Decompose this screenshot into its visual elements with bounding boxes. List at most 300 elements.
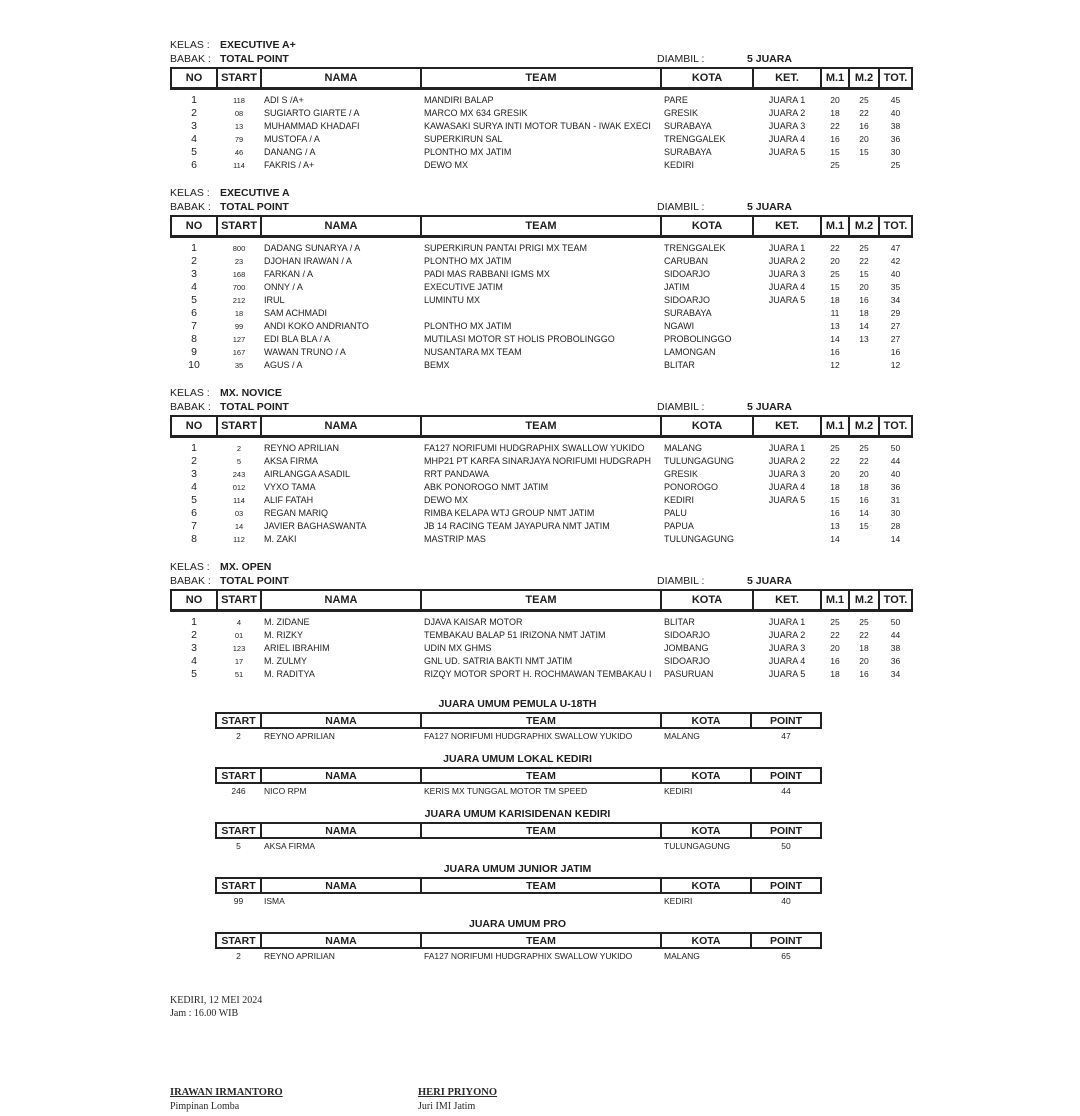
cell-kota: SIDOARJO: [664, 295, 711, 305]
cell-ket: JUARA 1: [768, 95, 806, 105]
table-row: [171, 668, 912, 681]
cell-tot: 36: [890, 482, 901, 492]
cell-nama: ISMA: [264, 896, 285, 906]
table-body: [216, 783, 821, 797]
table-row: [171, 655, 912, 668]
cell-no: 5: [191, 294, 197, 306]
cell-team: MUTILASI MOTOR ST HOLIS PROBOLINGGO: [424, 334, 615, 344]
cell-m1: 18: [830, 295, 840, 305]
cell-kota: PONOROGO: [664, 482, 719, 492]
column-header: NO: [171, 68, 217, 89]
cell-start: 08: [234, 109, 244, 118]
table-row: [171, 481, 912, 494]
column-header: NAMA: [261, 216, 421, 237]
column-header: KOTA: [661, 878, 751, 893]
cell-m2: 22: [859, 456, 869, 466]
cell-start: 167: [232, 348, 246, 357]
table-row: [216, 948, 821, 962]
cell-ket: [753, 307, 821, 320]
cell-team: SUPERKIRUN SAL: [424, 134, 503, 144]
results-table-mx-novice: [170, 415, 913, 546]
cell-m2: [849, 159, 879, 172]
cell-start: 800: [232, 244, 246, 253]
cell-nama: ANDI KOKO ANDRIANTO: [264, 321, 369, 331]
cell-team: SUPERKIRUN PANTAI PRIGI MX TEAM: [424, 243, 588, 253]
cell-nama: AGUS / A: [264, 360, 303, 370]
cell-no: 9: [191, 346, 197, 358]
cell-no: 6: [191, 307, 197, 319]
cell-kota: MALANG: [664, 951, 700, 961]
cell-start: 2: [236, 951, 241, 961]
cell-ket: [753, 159, 821, 172]
cell-m1: 22: [830, 630, 840, 640]
cell-no: 1: [191, 94, 197, 106]
babak-label: BABAK :: [170, 401, 211, 413]
cell-team: MASTRIP MAS: [424, 534, 486, 544]
cell-ket: [753, 520, 821, 533]
cell-nama: AIRLANGGA ASADIL: [264, 469, 351, 479]
table-row: [171, 120, 912, 133]
kelas-label: KELAS :: [170, 187, 210, 199]
cell-team: KAWASAKI SURYA INTI MOTOR TUBAN - IWAK EXECI: [424, 121, 651, 131]
table-row: [171, 237, 912, 256]
table-body: [171, 611, 912, 682]
cell-start: 03: [234, 509, 244, 518]
cell-team: ABK PONOROGO NMT JATIM: [424, 482, 549, 492]
kelas-value: EXECUTIVE A+: [220, 39, 296, 51]
cell-kota: CARUBAN: [664, 256, 709, 266]
table-row: [171, 255, 912, 268]
column-header: START: [217, 590, 261, 611]
column-header: NAMA: [261, 768, 421, 783]
cell-no: 7: [191, 520, 197, 532]
column-header: KET.: [753, 68, 821, 89]
cell-kota: TULUNGAGUNG: [664, 841, 731, 851]
document-content: [170, 38, 915, 1116]
table-row: [171, 629, 912, 642]
diambil-value: 5 JUARA: [747, 53, 792, 65]
cell-ket: [753, 359, 821, 372]
cell-nama: M. ZULMY: [264, 656, 308, 666]
cell-m1: 16: [830, 347, 840, 357]
column-header: START: [216, 768, 261, 783]
cell-tot: 35: [890, 282, 901, 292]
cell-team: LUMINTU MX: [424, 295, 480, 305]
cell-m2: 18: [859, 482, 869, 492]
cell-m1: 15: [830, 147, 840, 157]
cell-team: RIZQY MOTOR SPORT H. ROCHMAWAN TEMBAKAU I: [424, 669, 652, 679]
cell-tot: 12: [890, 360, 901, 370]
column-header: TOT.: [879, 416, 912, 437]
cell-team: TEMBAKAU BALAP 51 IRIZONA NMT JATIM: [424, 630, 606, 640]
cell-nama: ONNY / A: [264, 282, 303, 292]
babak-value: TOTAL POINT: [220, 201, 289, 213]
cell-tot: 40: [890, 108, 901, 118]
column-header: TEAM: [421, 590, 661, 611]
cell-kota: TRENGGALEK: [664, 134, 726, 144]
cell-no: 2: [191, 629, 197, 641]
cell-m2: 13: [859, 334, 869, 344]
column-header: START: [217, 216, 261, 237]
cell-ket: JUARA 5: [768, 495, 806, 505]
cell-m2: 18: [859, 308, 869, 318]
table-row: [171, 307, 912, 320]
cell-m2: 20: [859, 134, 869, 144]
column-header: NAMA: [261, 713, 421, 728]
column-header: KOTA: [661, 590, 753, 611]
header-row: [216, 823, 821, 838]
cell-ket: JUARA 2: [768, 256, 806, 266]
cell-nama: SUGIARTO GIARTE / A: [264, 108, 360, 118]
cell-kota: MALANG: [664, 731, 700, 741]
cell-ket: JUARA 1: [768, 443, 806, 453]
table-row: [171, 494, 912, 507]
cell-tot: 27: [890, 321, 901, 331]
cell-m1: 20: [830, 643, 840, 653]
cell-team: PLONTHO MX JATIM: [424, 147, 512, 157]
cell-no: 3: [191, 268, 197, 280]
cell-start: 243: [232, 470, 246, 479]
cell-nama: REYNO APRILIAN: [264, 951, 335, 961]
cell-team: EXECUTIVE JATIM: [424, 282, 503, 292]
table-header: [216, 933, 821, 948]
cell-ket: [753, 507, 821, 520]
cell-tot: 30: [890, 147, 901, 157]
cell-no: 1: [191, 616, 197, 628]
cell-tot: 25: [890, 160, 901, 170]
table-header: [171, 68, 912, 89]
cell-tot: 50: [890, 617, 901, 627]
cell-start: 79: [234, 135, 244, 144]
cell-team: RRT PANDAWA: [424, 469, 489, 479]
cell-no: 3: [191, 468, 197, 480]
cell-kota: TULUNGAGUNG: [664, 456, 735, 466]
cell-kota: JATIM: [664, 282, 690, 292]
cell-tot: 31: [890, 495, 901, 505]
cell-start: 5: [236, 457, 242, 466]
cell-nama: M. RADITYA: [264, 669, 315, 679]
table-body: [216, 838, 821, 852]
cell-m1: 16: [830, 508, 840, 518]
table-header: [216, 768, 821, 783]
signatory-role: Pimpinan Lomba: [170, 1101, 240, 1112]
babak-value: TOTAL POINT: [220, 575, 289, 587]
cell-start: 13: [234, 122, 244, 131]
diambil-label: DIAMBIL :: [657, 575, 705, 587]
cell-start: 112: [233, 535, 245, 544]
cell-m1: 20: [830, 469, 840, 479]
cell-team: DEWO MX: [424, 160, 468, 170]
column-header: TOT.: [879, 68, 912, 89]
cell-start: 4: [236, 618, 242, 627]
column-header: M.2: [849, 216, 879, 237]
cell-ket: JUARA 2: [768, 456, 806, 466]
column-header: KET.: [753, 590, 821, 611]
cell-nama: DJOHAN IRAWAN / A: [264, 256, 352, 266]
cell-m2: [849, 533, 879, 546]
cell-start: 51: [234, 670, 244, 679]
table-row: [171, 268, 912, 281]
cell-ket: JUARA 3: [768, 269, 806, 279]
cell-tot: 45: [890, 95, 901, 105]
cell-tot: 36: [890, 656, 901, 666]
signature-block: [170, 1086, 915, 1116]
cell-m2: 22: [859, 630, 869, 640]
cell-m1: 18: [830, 669, 840, 679]
cell-m2: 16: [859, 495, 869, 505]
cell-kota: NGAWI: [664, 321, 695, 331]
cell-start: 168: [232, 270, 246, 279]
results-table-executive-a: [170, 215, 913, 372]
cell-start: 118: [233, 96, 245, 105]
cell-m1: 25: [830, 160, 840, 170]
cell-nama: REYNO APRILIAN: [264, 731, 335, 741]
cell-m2: [849, 346, 879, 359]
column-header: NO: [171, 416, 217, 437]
column-header: M.2: [849, 590, 879, 611]
cell-tot: 16: [890, 347, 901, 357]
cell-m2: 25: [859, 617, 869, 627]
cell-ket: [753, 333, 821, 346]
cell-ket: [753, 346, 821, 359]
cell-m2: 22: [859, 108, 869, 118]
cell-start: 35: [234, 361, 244, 370]
cell-kota: SURABAYA: [664, 147, 712, 157]
column-header: M.1: [821, 216, 849, 237]
column-header: KOTA: [661, 416, 753, 437]
cell-start: 18: [234, 309, 244, 318]
column-header: NO: [171, 216, 217, 237]
column-header: START: [216, 823, 261, 838]
babak-label: BABAK :: [170, 53, 211, 65]
header-row: [216, 878, 821, 893]
table-body: [216, 893, 821, 907]
cell-no: 3: [191, 642, 197, 654]
cell-nama: NICO RPM: [264, 786, 307, 796]
cell-start: 012: [232, 483, 246, 492]
table-row: [171, 89, 912, 108]
cell-team: NUSANTARA MX TEAM: [424, 347, 522, 357]
cell-point: 47: [781, 731, 791, 741]
cell-tot: 40: [890, 269, 901, 279]
cell-start: 2: [236, 444, 242, 453]
cell-point: 50: [781, 841, 791, 851]
signature-pimpinan-lomba: [170, 1086, 283, 1113]
cell-nama: VYXO TAMA: [264, 482, 316, 492]
diambil-label: DIAMBIL :: [657, 201, 705, 213]
cell-m1: 14: [830, 534, 840, 544]
cell-ket: JUARA 4: [768, 482, 806, 492]
umum-table-pemula-u18: [215, 712, 822, 742]
column-header: NAMA: [261, 416, 421, 437]
cell-no: 8: [191, 333, 197, 345]
kelas-label: KELAS :: [170, 387, 210, 399]
diambil-value: 5 JUARA: [747, 575, 792, 587]
cell-nama: ARIEL IBRAHIM: [264, 643, 330, 653]
umum-table-junior-jatim: [215, 877, 822, 907]
table-row: [171, 294, 912, 307]
cell-no: 2: [191, 455, 197, 467]
cell-ket: JUARA 1: [768, 243, 806, 253]
umum-section-junior-jatim: [215, 863, 820, 907]
cell-m2: 16: [859, 295, 869, 305]
diambil-value: 5 JUARA: [747, 201, 792, 213]
cell-nama: MUHAMMAD KHADAFI: [264, 121, 360, 131]
cell-ket: JUARA 4: [768, 656, 806, 666]
column-header: START: [216, 878, 261, 893]
cell-kota: PALU: [664, 508, 687, 518]
header-row: [171, 216, 912, 237]
cell-kota: TULUNGAGUNG: [664, 534, 735, 544]
cell-no: 5: [191, 668, 197, 680]
cell-m2: 16: [859, 669, 869, 679]
cell-m1: 22: [830, 456, 840, 466]
cell-m2: 15: [859, 521, 869, 531]
cell-tot: 34: [890, 295, 901, 305]
cell-team: DJAVA KAISAR MOTOR: [424, 617, 523, 627]
column-header: POINT: [751, 823, 821, 838]
table-header: [171, 416, 912, 437]
babak-line: [170, 400, 915, 414]
cell-team: PADI MAS RABBANI IGMS MX: [424, 269, 550, 279]
umum-section-pemula-u18: [215, 698, 820, 742]
table-row: [171, 437, 912, 456]
cell-team: MHP21 PT KARFA SINARJAYA NORIFUMI HUDGRAPH: [424, 456, 652, 466]
cell-ket: JUARA 2: [768, 630, 806, 640]
cell-start: 23: [234, 257, 244, 266]
header-row: [171, 68, 912, 89]
cell-kota: BLITAR: [664, 617, 695, 627]
table-row: [171, 281, 912, 294]
kelas-line: [170, 560, 915, 574]
cell-ket: JUARA 5: [768, 295, 806, 305]
cell-m2: 14: [859, 321, 869, 331]
kelas-line: [170, 186, 915, 200]
cell-nama: SAM ACHMADI: [264, 308, 328, 318]
cell-m2: 25: [859, 243, 869, 253]
table-row: [171, 455, 912, 468]
column-header: POINT: [751, 713, 821, 728]
table-row: [171, 333, 912, 346]
cell-nama: JAVIER BAGHASWANTA: [264, 521, 367, 531]
kelas-line: [170, 386, 915, 400]
cell-point: 44: [781, 786, 791, 796]
cell-no: 6: [191, 159, 197, 171]
cell-m1: 18: [830, 108, 840, 118]
cell-start: 5: [236, 841, 241, 851]
cell-tot: 14: [890, 534, 901, 544]
document-footer: [170, 994, 915, 1116]
cell-team: PLONTHO MX JATIM: [424, 256, 512, 266]
cell-m1: 13: [830, 521, 840, 531]
umum-section-karisidenan-kediri: [215, 808, 820, 852]
kelas-value: MX. OPEN: [220, 561, 272, 573]
cell-ket: JUARA 3: [768, 643, 806, 653]
cell-tot: 34: [890, 669, 901, 679]
cell-no: 4: [191, 281, 197, 293]
umum-section-pro: [215, 918, 820, 962]
table-row: [171, 359, 912, 372]
cell-kota: KEDIRI: [664, 160, 695, 170]
column-header: KET.: [753, 216, 821, 237]
cell-m2: 15: [859, 147, 869, 157]
cell-no: 3: [191, 120, 197, 132]
cell-m1: 16: [830, 656, 840, 666]
cell-nama: DADANG SUNARYA / A: [264, 243, 361, 253]
cell-kota: SIDOARJO: [664, 656, 711, 666]
cell-team: FA127 NORIFUMI HUDGRAPHIX SWALLOW YUKIDO: [424, 951, 633, 961]
cell-no: 1: [191, 242, 197, 254]
cell-ket: [753, 320, 821, 333]
umum-title: JUARA UMUM LOKAL KEDIRI: [443, 753, 592, 765]
babak-line: [170, 52, 915, 66]
cell-no: 5: [191, 146, 197, 158]
cell-tot: 28: [890, 521, 901, 531]
table-row: [171, 520, 912, 533]
cell-ket: JUARA 5: [768, 669, 806, 679]
babak-line: [170, 200, 915, 214]
cell-kota: PASURUAN: [664, 669, 714, 679]
table-row: [216, 893, 821, 907]
cell-tot: 27: [890, 334, 901, 344]
cell-no: 8: [191, 533, 197, 545]
cell-nama: REGAN MARIQ: [264, 508, 329, 518]
cell-tot: 40: [890, 469, 901, 479]
column-header: KOTA: [661, 216, 753, 237]
class-section-executive-a: [170, 186, 915, 372]
cell-ket: [753, 533, 821, 546]
table-body: [216, 728, 821, 742]
column-header: START: [217, 68, 261, 89]
cell-start: 2: [236, 731, 241, 741]
column-header: TEAM: [421, 713, 661, 728]
signature-juri-imi-jatim: [418, 1086, 497, 1113]
cell-no: 2: [191, 255, 197, 267]
cell-team: FA127 NORIFUMI HUDGRAPHIX SWALLOW YUKIDO: [424, 731, 633, 741]
cell-no: 7: [191, 320, 197, 332]
cell-nama: EDI BLA BLA / A: [264, 334, 331, 344]
cell-no: 4: [191, 481, 197, 493]
cell-nama: REYNO APRILIAN: [264, 443, 340, 453]
cell-nama: ALIF FATAH: [264, 495, 314, 505]
results-table-executive-a-plus: [170, 67, 913, 172]
cell-kota: GRESIK: [664, 108, 699, 118]
kelas-value: EXECUTIVE A: [220, 187, 290, 199]
place-date: KEDIRI, 12 MEI 2024: [170, 995, 263, 1006]
cell-kota: MALANG: [664, 443, 703, 453]
column-header: NAMA: [261, 590, 421, 611]
table-row: [171, 468, 912, 481]
column-header: TEAM: [421, 823, 661, 838]
cell-ket: JUARA 5: [768, 147, 806, 157]
column-header: NAMA: [261, 823, 421, 838]
cell-ket: JUARA 1: [768, 617, 806, 627]
cell-nama: AKSA FIRMA: [264, 456, 319, 466]
cell-tot: 29: [890, 308, 901, 318]
column-header: KOTA: [661, 823, 751, 838]
cell-nama: IRUL: [264, 295, 285, 305]
babak-value: TOTAL POINT: [220, 401, 289, 413]
table-row: [171, 107, 912, 120]
column-header: M.1: [821, 590, 849, 611]
cell-start: 114: [233, 496, 245, 505]
cell-kota: LAMONGAN: [664, 347, 716, 357]
cell-team: BEMX: [424, 360, 450, 370]
cell-m1: 11: [830, 308, 840, 318]
cell-kota: SURABAYA: [664, 308, 712, 318]
cell-m1: 22: [830, 243, 840, 253]
column-header: TEAM: [421, 216, 661, 237]
